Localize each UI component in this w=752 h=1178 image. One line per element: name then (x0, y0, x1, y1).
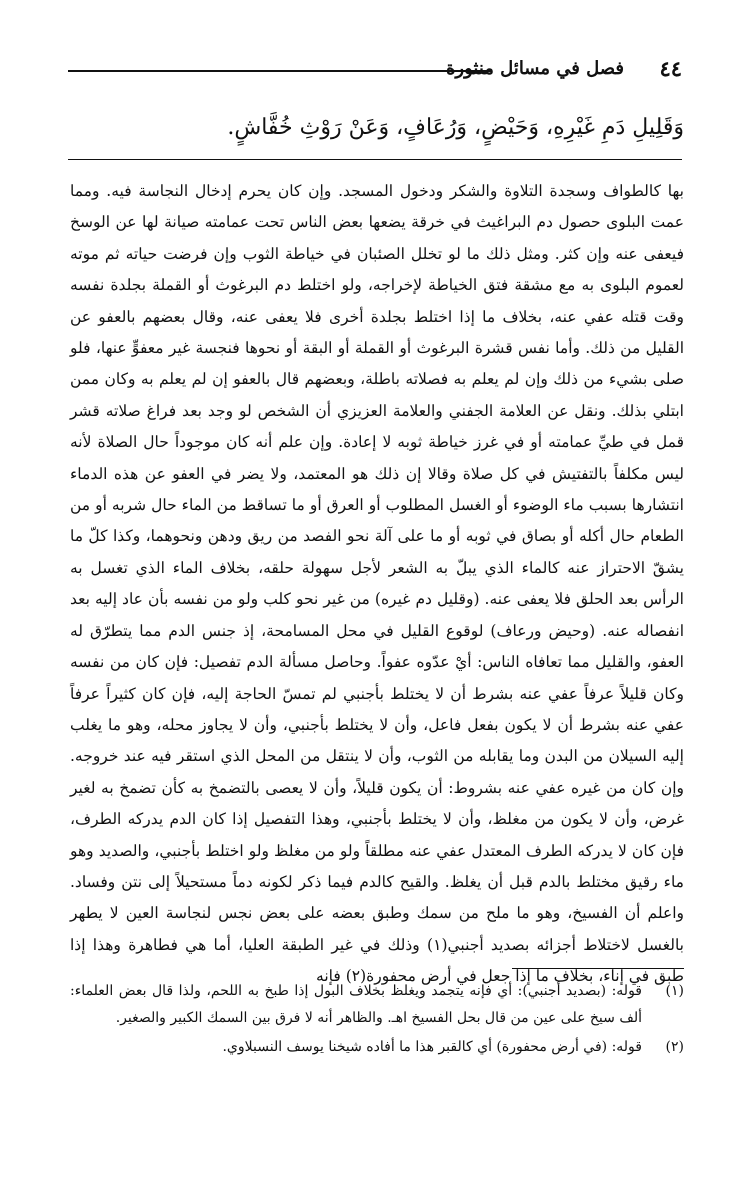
footnote-1 (70, 978, 684, 1032)
footnote-number: (١) (665, 983, 684, 999)
page-number: ٤٤ (659, 56, 682, 81)
footnote-text: قوله: (بصديد أجنبي): أي فإنه يتجمد ويغلظ بخلاف البول إذا طبخ به اللحم، ولذا قال بعض العلماء: ألف سيخ على عين من قال بحل الفسيخ اهـ. والظاهر أنه لا فرق بين السمك الكبير والصغير. (70, 983, 642, 1026)
commentary-text: بها كالطواف وسجدة التلاوة والشكر ودخول المسجد. وإن كان يحرم إدخال النجاسة فيه. ومما عمت البلوى حصول دم البراغيث في خرقة يضعها بعض الناس تحت عمامته صيانة لها عن الوسخ فيعفى عنه وإن كثر. ومثل ذلك ما لو تخلل الصئبان في خياطة الثوب وإن فرضت حياته ثم موته لعموم البلوى به مع مشقة فتق الخياطة لإخراجه، ولو اختلط دم البرغوث أو القملة بجلدة نفسه وقت قتله عفي عنه، بخلاف ما إذا اختلط بجلدة أخرى فلا يعفى عنه، وقال بعضهم بالعفو عن القليل من ذلك. وأما نفس قشرة البرغوث أو القملة أو البقة أو نحوها فنجسة غير معفوٍّ عنها، فلو صلى بشيء من ذلك وإن لم يعلم به فصلاته باطلة، وبعضهم قال بالعفو إن لم يعلم به وكان ممن ابتلي بذلك. ونقل عن العلامة الجفني والعلامة العزيزي أن الشخص لو وجد بعد فراغ صلاته قشر قمل في طيِّ عمامته أو في غرز خياطة ثوبه لا إعادة. وإن علم أنه كان موجوداً حال الصلاة لأنه ليس مكلفاً بالتفتيش في كل صلاة وقالا إن ذلك هو المعتمد، ولا يضر في العفو عن هذه الدماء انتشارها بسبب ماء الوضوء أو الغسل المطلوب أو العرق أو ما تساقط من الماء حال شربه أو من الطعام حال أكله أو بصاق في ثوبه أو ما على آلة نحو الفصد من ريق ودهن ونحوهما، وكذا كلّ ما يشقّ الاحتراز عنه كالماء الذي يبلّ به الشعر لأجل سهولة حلقه، بخلاف الماء الذي تغسل به الرأس بعد الحلق فلا يعفى عنه. (وقليل دم غيره) من غير نحو كلب ولو من نفسه بأن عاد إليه بعد انفصاله عنه. (وحيض ورعاف) لوقوع القليل في محل المسامحة، إذ جنس الدم مما يتطرّق له العفو، والقليل مما تعافاه الناس: أيْ عدّوه عفواً. وحاصل مسألة الدم تفصيل: فإن كان من نفسه وكان قليلاً عرفاً عفي عنه بشرط أن لا يختلط بأجنبي لم تمسّ الحاجة إليه، فإن كان كثيراً عرفاً عفي عنه بشرط أن لا يكون بفعل فاعل، وأن لا يختلط بأجنبي، وأن لا يجاوز محله، وهو ما يغلب إليه السيلان من البدن وما يقابله من الثوب، وأن لا ينتقل من المحل الذي استقر فيه عند خروجه. وإن كان من غيره عفي عنه بشروط: أن يكون قليلاً، وأن لا يعصى بالتضمخ به كأن تضمخ به لغير غرض، وأن لا يكون من مغلظ، وأن لا يختلط بأجنبي، وهذا التفصيل إذا كان الدم يدركه الطرف، فإن كان لا يدركه الطرف المعتدل عفي عنه مطلقاً ولو من مغلظ ولو اختلط بأجنبي، والصديد وهو ماء رقيق مختلط بالدم قبل أن يغلظ. والقيح كالدم فيما ذكر لكونه دماً مستحيلاً إلى نتن وفساد. واعلم أن الفسيخ، وهو ما ملح من سمك وطبق بعضه على بعض نجس لنجاسة العين لا يطهر بالغسل لاختلاط أجزائه بصديد أجنبي(١) وذلك في غير الطبقة العليا، أما هي فطاهرة وهذا إذا طبق في إناء، بخلاف ما إذا جعل في أرض محفورة(٢) فإنه (70, 182, 684, 986)
chapter-title: فصل في مسائل منثورة (445, 58, 624, 79)
footnote-2 (70, 1034, 684, 1061)
footnotes (70, 978, 684, 1063)
footnote-divider (512, 968, 684, 969)
matn-text: وَقَلِيلِ دَمِ غَيْرِهِ، وَحَيْضٍ، وَرُعَافٍ، وَعَنْ رَوْثِ خُفَّاشٍ. (227, 115, 684, 140)
running-header (68, 56, 682, 86)
header-rule (68, 70, 492, 72)
footnote-number: (٢) (665, 1039, 684, 1055)
footnote-text: قوله: (في أرض محفورة) أي كالقبر هذا ما أفاده شيخنا يوسف النسبلاوي. (222, 1039, 642, 1055)
matn-divider (68, 159, 682, 160)
